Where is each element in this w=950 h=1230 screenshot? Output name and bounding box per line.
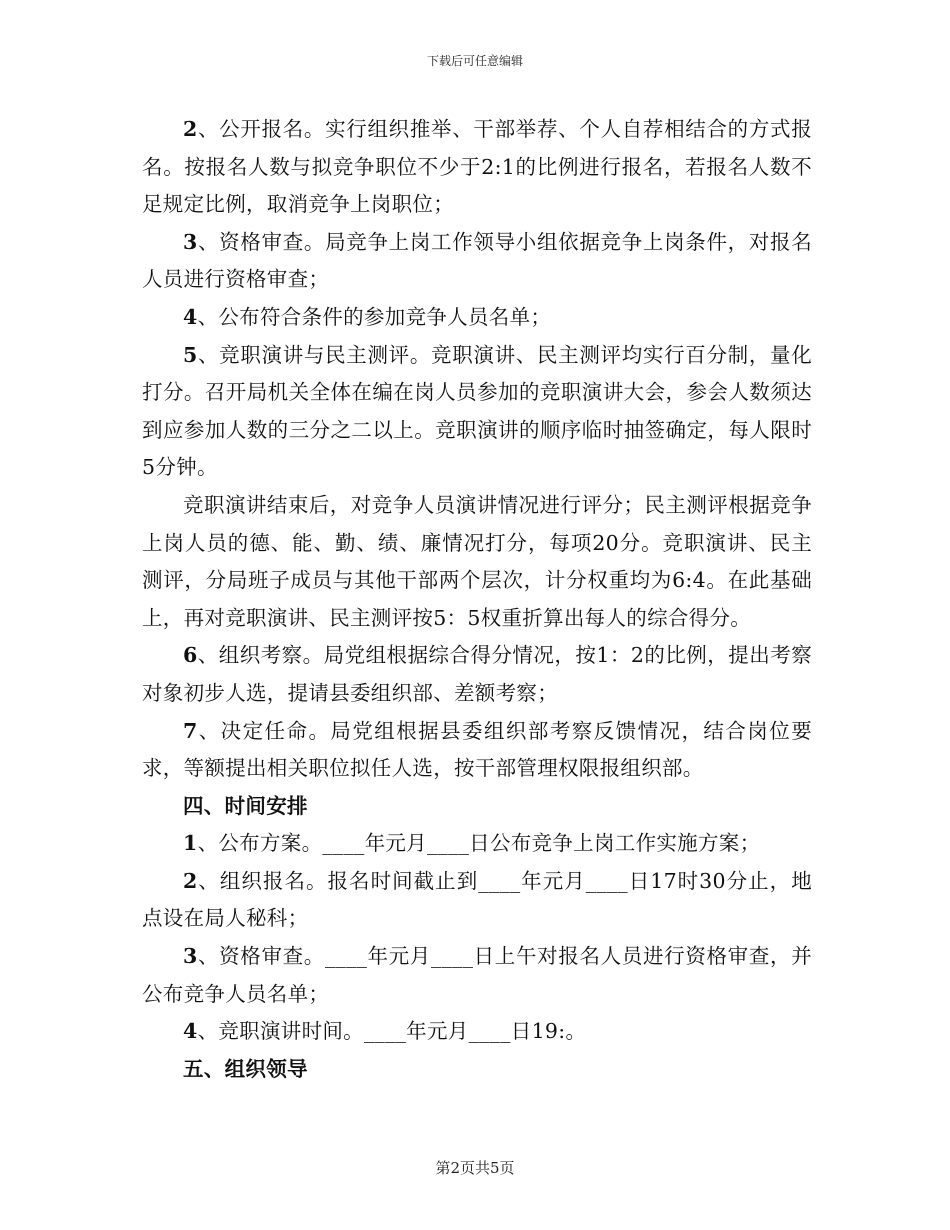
paragraph-appointment: 7、决定任命。局党组根据县委组织部考察反馈情况，结合岗位要求，等额提出相关职位拟任人选，按干部管理权限报组织部。 xyxy=(142,718,812,781)
section-heading-schedule: 四、时间安排 xyxy=(183,793,308,818)
schedule-item-publish: 1、公布方案。____年元月____日公布竞争上岗工作实施方案； xyxy=(183,831,761,856)
paragraph-publish-list: 4、公布符合条件的参加竞争人员名单； xyxy=(183,304,552,329)
schedule-item-registration: 2、组织报名。报名时间截止到____年元月____日17时30分止，地点设在局人秘科； xyxy=(142,868,812,931)
paragraph-public-registration: 2、公开报名。实行组织推举、干部举荐、个人自荐相结合的方式报名。按报名人数与拟竞争职位不少于2:1的比例进行报名，若报名人数不足规定比例，取消竞争上岗职位； xyxy=(142,117,812,217)
section-heading-leadership: 五、组织领导 xyxy=(183,1056,308,1081)
schedule-item-review: 3、资格审查。____年元月____日上午对报名人员进行资格审查，并公布竞争人员名单； xyxy=(142,944,812,1006)
paragraph-inspection: 6、组织考察。局党组根据综合得分情况，按1：2的比例，提出考察对象初步人选，提请县委组织部、差额考察； xyxy=(142,643,812,705)
page-header: 下载后可任意编辑 xyxy=(426,54,523,68)
paragraph-speech-evaluation: 5、竞职演讲与民主测评。竞职演讲、民主测评均实行百分制，量化打分。召开局机关全体在编在岗人员参加的竞职演讲大会，参会人数须达到应参加人数的三分之二以上。竞职演讲的顺序临时抽签确定，每人限时5分钟。 xyxy=(142,342,812,480)
page-footer: 第2页共5页 xyxy=(435,1159,515,1177)
document-body xyxy=(142,111,812,1088)
schedule-item-speech: 4、竞职演讲时间。____年元月____日19:。 xyxy=(183,1019,587,1044)
paragraph-scoring: 竞职演讲结束后，对竞争人员演讲情况进行评分；民主测评根据竞争上岗人员的德、能、勤、绩、廉情况打分，每项20分。竞职演讲、民主测评，分局班子成员与其他干部两个层次，计分权重均为6:4。在此基础上，再对竞职演讲、民主测评按5：5权重折算出每人的综合得分。 xyxy=(142,492,812,630)
paragraph-qualification-review: 3、资格审查。局竞争上岗工作领导小组依据竞争上岗条件，对报名人员进行资格审查； xyxy=(142,229,812,292)
